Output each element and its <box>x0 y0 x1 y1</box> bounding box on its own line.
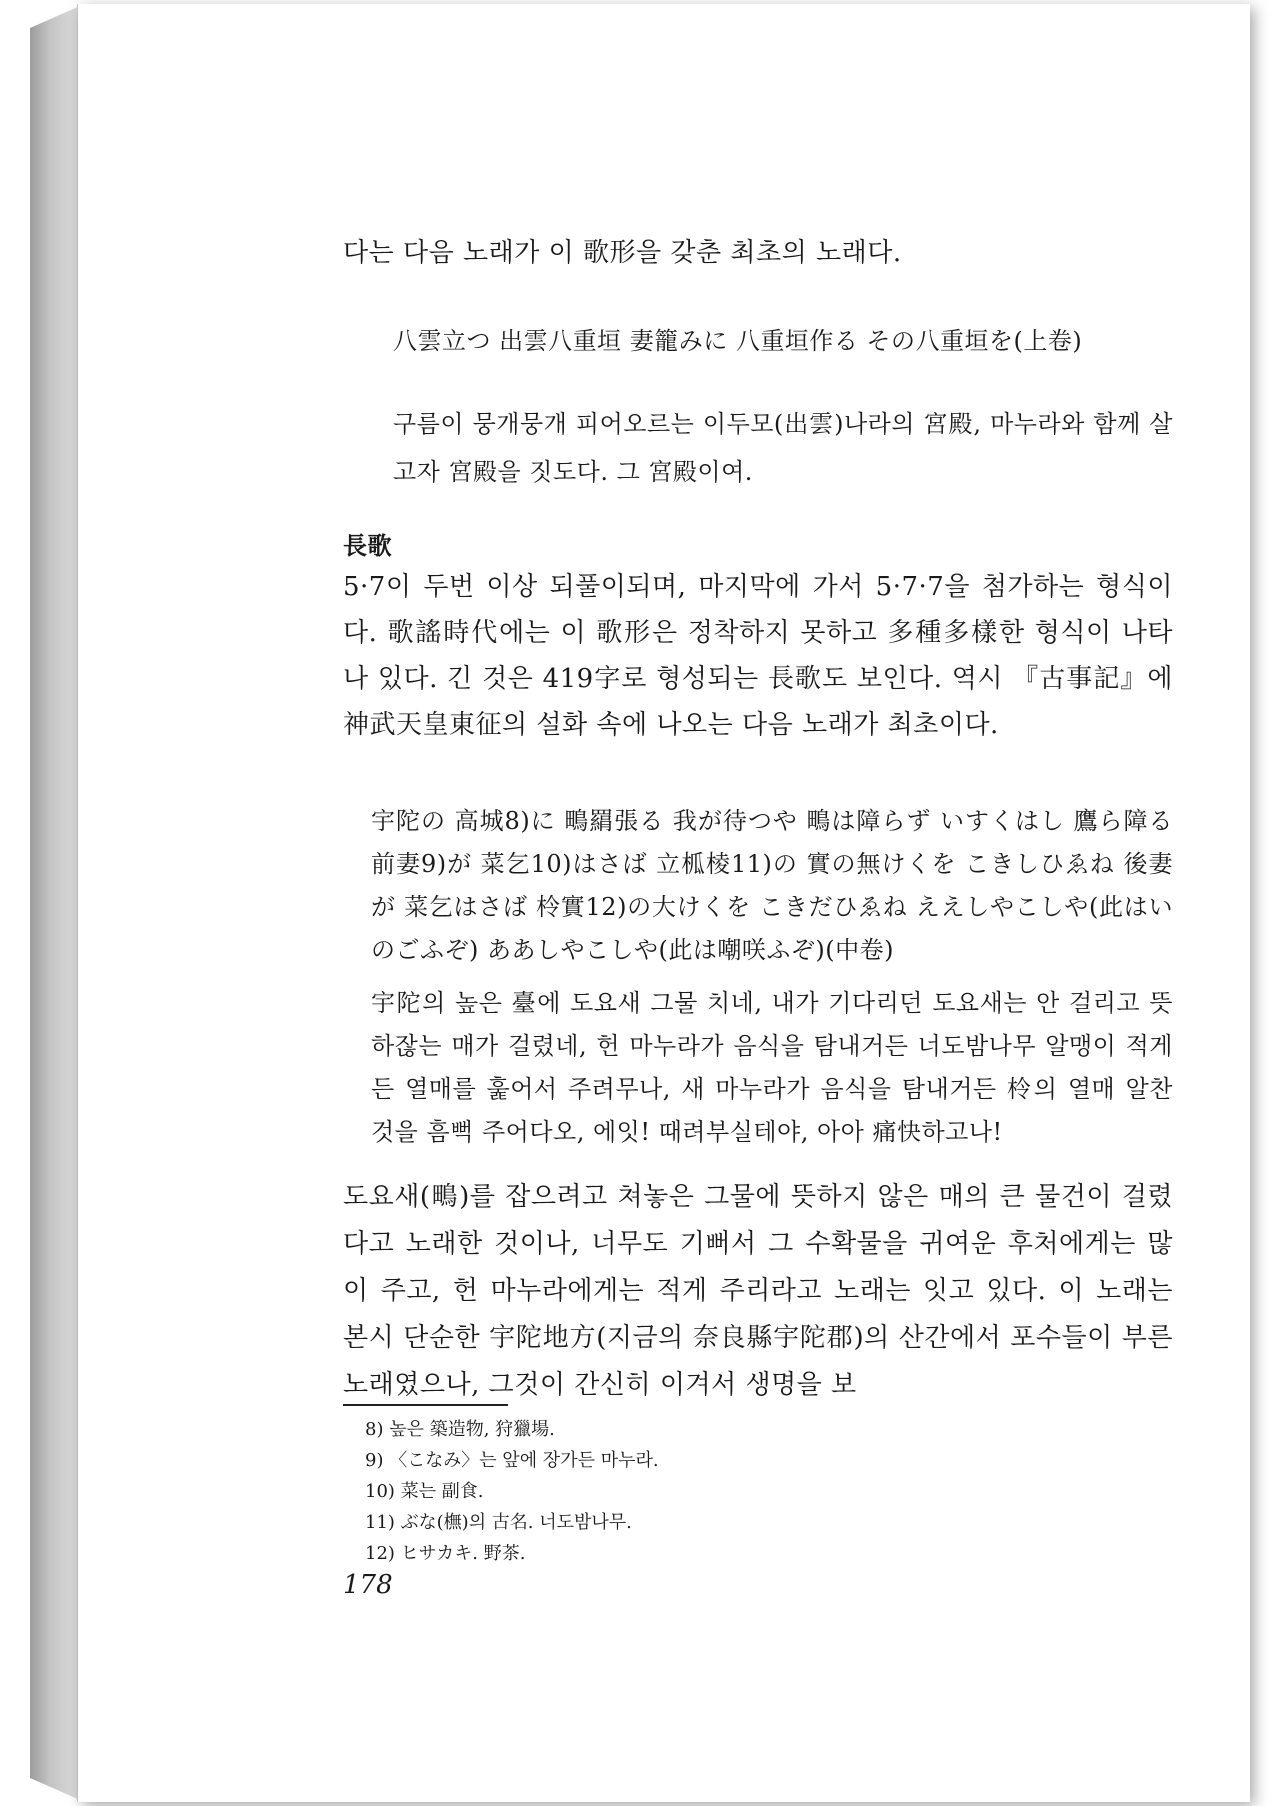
intro-paragraph: 다는 다음 노래가 이 歌形을 갖춘 최초의 노래다. <box>343 238 902 268</box>
commentary-paragraph: 도요새(鴫)를 잡으려고 쳐놓은 그물에 뜻하지 않은 매의 큰 물건이 걸렸다고 노래한 것이나, 너무도 기뻐서 그 수확물을 귀여운 후처에게는 많이 주고, 헌 마누라에게는 적게 주리라고 노래는 잇고 있다. 이 노래는 본시 단순한 宇陀地方(지금의 奈良縣宇陀郡)의 산간에서 포수들이 부른 노래였으나, 그것이 간신히 이겨서 생명을 보 <box>343 1182 1173 1400</box>
footnotes <box>365 1414 1065 1569</box>
verse-uda: 宇陀の 高城8)に 鴫羂張る 我が待つや 鴫は障らず いすくはし 鷹ら障る 前妻9)が 菜乞10)はさば 立柧棱11)の 實の無けくを こきしひゑね 後妻が 菜乞はさば 柃實12)の大けくを こきだひゑね ええしやこしや(此はいのごふぞ) ああしやこしや(此は嘲咲ふぞ)(中卷) <box>371 807 1173 964</box>
book-page <box>78 4 1250 1802</box>
verse-yakumo: 八雲立つ 出雲八重垣 妻籠みに 八重垣作る その八重垣を(上卷) <box>393 327 1083 355</box>
book-spine <box>30 6 80 1800</box>
footnote-10: 10) 菜는 副食. <box>365 1481 484 1502</box>
choka-description-paragraph: 5·7이 두번 이상 되풀이되며, 마지막에 가서 5·7·7을 첨가하는 형식이다. 歌謠時代에는 이 歌形은 정착하지 못하고 多種多樣한 형식이 나타나 있다. 긴 것은 419字로 형성되는 長歌도 보인다. 역시 『古事記』에 神武天皇東征의 설화 속에 나오는 다음 노래가 최초이다. <box>343 572 1173 740</box>
section-heading-choka: 長歌 <box>343 531 392 560</box>
footnote-divider <box>343 1404 508 1406</box>
page-number: 178 <box>343 1570 393 1600</box>
verse-uda-translation: 宇陀의 높은 臺에 도요새 그물 치네, 내가 기다리던 도요새는 안 걸리고 뜻하잖는 매가 걸렸네, 헌 마누라가 음식을 탐내거든 너도밤나무 알맹이 적게 든 열매를 훑어서 주려무나, 새 마누라가 음식을 탐내거든 柃의 열매 알찬 것을 흠뻑 주어다오, 에잇! 때려부실테야, 아아 痛快하고나! <box>371 989 1173 1146</box>
footnote-8: 8) 높은 築造物, 狩獵場. <box>365 1419 555 1440</box>
footnote-12: 12) ヒサカキ. 野茶. <box>365 1543 526 1564</box>
verse-yakumo-translation: 구름이 뭉개뭉개 피어오르는 이두모(出雲)나라의 宮殿, 마누라와 함께 살고자 宮殿을 짓도다. 그 宮殿이여. <box>393 410 1173 486</box>
footnote-9: 9) 〈こなみ〉는 앞에 장가든 마누라. <box>365 1450 659 1471</box>
footnote-11: 11) ぶな(橅)의 古名. 너도밤나무. <box>365 1512 632 1533</box>
